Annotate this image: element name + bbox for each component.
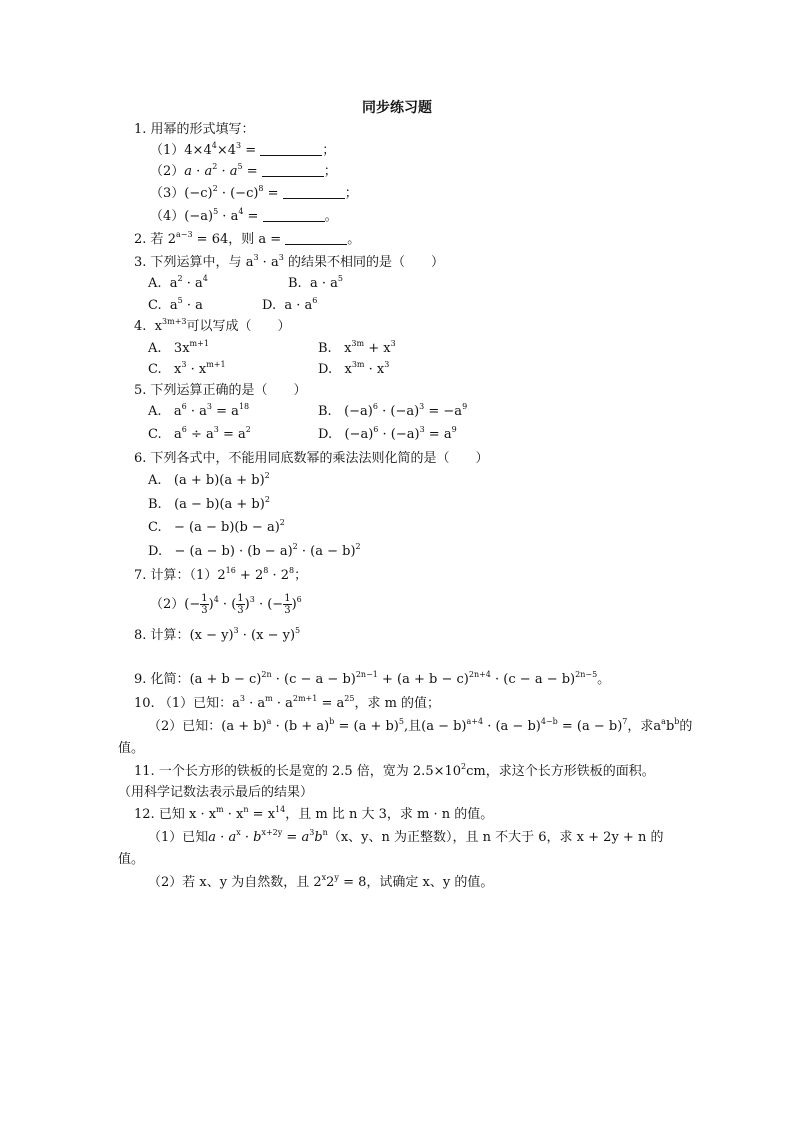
question-10-tail: 值。 bbox=[118, 741, 145, 756]
answer-blank bbox=[262, 164, 324, 177]
question-5-option-c: C. $a^6 \div a^3 = a^2$ bbox=[148, 425, 251, 442]
question-11: 11. 一个长方形的铁板的长是宽的 2.5 倍，宽为 $2.5\times 10^2cm$，求这个长方形铁板的面积。 bbox=[134, 762, 655, 779]
question-1-part-3: $(3)(-c)^2 \cdot (-c)^8$ = ； bbox=[150, 184, 358, 201]
question-7-part-2: （2）(− $\frac{1}{3}$ )$^4$ · ( $\frac{1}{3}$ )$^3$ · (− $\frac{1}{3}$ )$^6$ bbox=[150, 593, 302, 616]
question-4-option-b: B. $x^{3m} + x^3$ bbox=[318, 339, 396, 356]
question-1-stem: 1. 用幂的形式填写： bbox=[134, 122, 255, 137]
answer-blank bbox=[263, 209, 325, 222]
question-7-part-1: 7. 计算：$(1)2^{16} + 2^8 \cdot 2^8$； bbox=[134, 566, 308, 583]
question-4-stem: 4. $x^{3m+3}$可以写成（ ） bbox=[134, 317, 291, 334]
question-1-part-2: $(2)a \cdot a^2 \cdot a^5$ = ； bbox=[150, 162, 337, 179]
question-5-option-b: B. $(-a)^6 \cdot (-a)^3 = -a^9$ bbox=[318, 402, 468, 419]
question-4-option-c: C. $x^3 \cdot x^{m+1}$ bbox=[148, 360, 226, 377]
answer-blank bbox=[260, 143, 322, 156]
question-3-option-d: D. $a \cdot a^6$ bbox=[262, 296, 318, 313]
question-3-stem: 3. 下列运算中，与 $a^3 \cdot a^3$ 的结果不相同的是（ ） bbox=[134, 253, 444, 270]
question-12: 12. 已知 $x \cdot x^m \cdot x^n = x^{14}$，且 m 比 n 大 3，求 m · n 的值。 bbox=[134, 805, 494, 822]
question-6-option-a: A. $(a + b)(a + b)^2$ bbox=[148, 471, 270, 488]
question-2: 2. 若 $2^{a-3} = 64$，则 a = 。 bbox=[134, 230, 361, 247]
question-8: 8. 计算：$(x - y)^3 \cdot (x - y)^5$ bbox=[134, 626, 301, 643]
question-10-part-2: （2）已知：$(a + b)^a \cdot (b + a)^b = (a + b)^5$,且$(a - b)^{a+4} \cdot (a - b)^{4-b} = (a - b)^7$，求$a^ab^b$的 bbox=[148, 717, 693, 734]
page-title: 同步练习题 bbox=[362, 100, 432, 116]
question-12-sub-1-tail: 值。 bbox=[118, 852, 145, 867]
question-1-part-4: $(4)(-a)^5 \cdot a^4$ = 。 bbox=[150, 207, 338, 224]
question-10-part-1: 10. （1）已知：$a^3 \cdot a^m \cdot a^{2m+1} = a^{25}$，求 m 的值； bbox=[134, 694, 441, 711]
question-6-option-d: D. − $(a - b) \cdot (b - a)^2 \cdot (a - b)^2$ bbox=[148, 542, 361, 559]
question-3-option-b: B. $a \cdot a^5$ bbox=[288, 274, 343, 291]
question-12-sub-1: （1）已知$a \cdot a^x \cdot b^{x+2y} = a^3b^n(x$、y、n 为正整数），且 n 不大于 6，求 x + 2y + n 的 bbox=[148, 828, 664, 845]
question-5-option-d: D. $(-a)^6 \cdot (-a)^3 = a^9$ bbox=[318, 425, 457, 442]
question-3-option-c: C. $a^5 \cdot a$ bbox=[148, 296, 203, 313]
question-9: 9. 化简：$(a + b - c)^{2n} \cdot (c - a - b)^{2n-1} + (a + b - c)^{2n+4} \cdot (c - a - b)^{2n-5}$。 bbox=[134, 670, 611, 687]
question-4-option-a: A. $3x^{m+1}$ bbox=[148, 339, 209, 356]
question-1-part-1: $(1)4\times 4^4\times 4^3$ = ； bbox=[150, 141, 336, 158]
question-12-sub-2: （2）若 x、y 为自然数，且 $2^x2^y = 8$，试确定 x、y 的值。 bbox=[148, 873, 494, 890]
answer-blank bbox=[285, 232, 347, 245]
answer-blank bbox=[283, 186, 345, 199]
question-6-option-c: C. − $(a - b)(b - a)^2$ bbox=[148, 518, 285, 535]
question-5-stem: 5. 下列运算正确的是（ ） bbox=[134, 383, 307, 398]
question-5-option-a: A. $a^6 \cdot a^3 = a^{18}$ bbox=[148, 402, 250, 419]
question-6-stem: 6. 下列各式中，不能用同底数幂的乘法法则化简的是（ ） bbox=[134, 451, 489, 466]
question-3-option-a: A. $a^2 \cdot a^4$ bbox=[148, 274, 208, 291]
question-11-line-2: （用科学记数法表示最后的结果） bbox=[118, 785, 314, 800]
question-4-option-d: D. $x^{3m} \cdot x^3$ bbox=[318, 360, 390, 377]
question-6-option-b: B. $(a - b)(a + b)^2$ bbox=[148, 495, 270, 512]
